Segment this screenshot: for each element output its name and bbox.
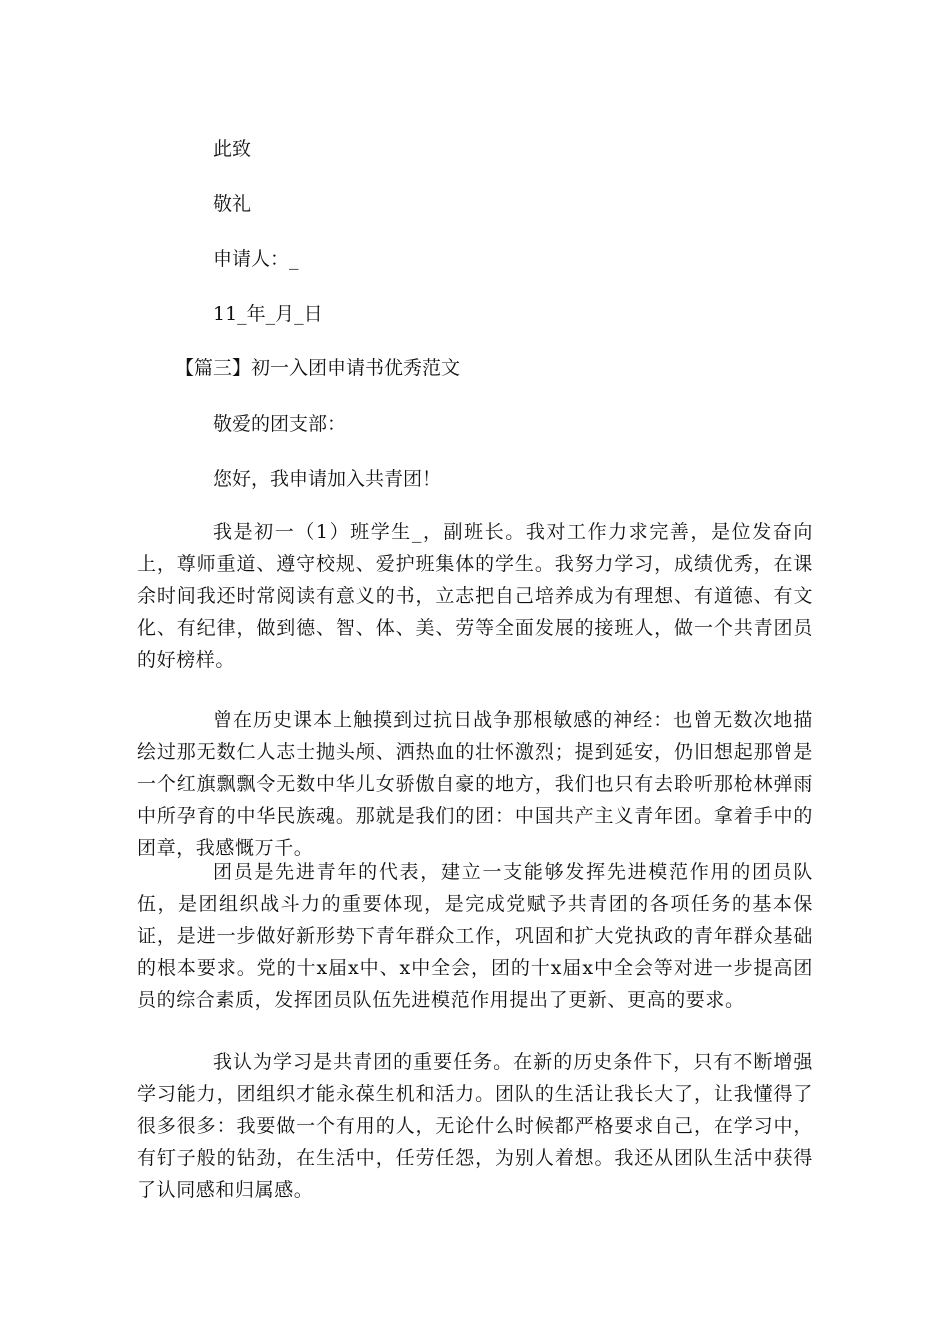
greeting-line: 敬爱的团支部： <box>213 413 347 435</box>
body-paragraph-1: 我是初一（1）班学生_，副班长。我对工作力求完善，是位发奋向上，尊师重道、遵守校规、爱护班集体的学生。我努力学习，成绩优秀，在课余时间我还时常阅读有意义的书，立志把自己培养成为有理想、有道德、有文化、有纪律，做到德、智、体、美、劳等全面发展的接班人，做一个共青团员的好榜样。 <box>137 521 813 671</box>
closing-salutation: 此致 <box>213 138 252 160</box>
closing-respect: 敬礼 <box>213 193 252 215</box>
body-paragraph-2: 曾在历史课本上触摸到过抗日战争那根敏感的神经：也曾无数次地描绘过那无数仁人志士抛头颅、洒热血的壮怀激烈；提到延安，仍旧想起那曾是一个红旗飘飘令无数中华儿女骄傲自豪的地方，我们也只有去聆听那枪林弹雨中所孕育的中华民族魂。那就是我们的团：中国共产主义青年团。拿着手中的团章，我感慨万千。 <box>137 709 813 859</box>
applicant-line: 申请人：_ <box>213 248 299 270</box>
body-paragraph-4: 我认为学习是共青团的重要任务。在新的历史条件下，只有不断增强学习能力，团组织才能永葆生机和活力。团队的生活让我长大了，让我懂得了很多很多：我要做一个有用的人，无论什么时候都严格要求自己，在学习中，有钉子般的钻劲，在生活中，任劳任怨，为别人着想。我还从团队生活中获得了认同感和归属感。 <box>137 1051 813 1201</box>
opening-line: 您好，我申请加入共青团！ <box>213 468 442 490</box>
date-line: 11_年_月_日 <box>213 303 323 325</box>
body-paragraph-3: 团员是先进青年的代表，建立一支能够发挥先进模范作用的团员队伍，是团组织战斗力的重要体现，是完成党赋予共青团的各项任务的基本保证，是进一步做好新形势下青年群众工作，巩固和扩大党执政的青年群众基础的根本要求。党的十x届x中、x中全会，团的十x届x中全会等对进一步提高团员的综合素质，发挥团员队伍先进模范作用提出了更新、更高的要求。 <box>137 861 813 1011</box>
section-heading: 【篇三】初一入团申请书优秀范文 <box>175 357 461 379</box>
